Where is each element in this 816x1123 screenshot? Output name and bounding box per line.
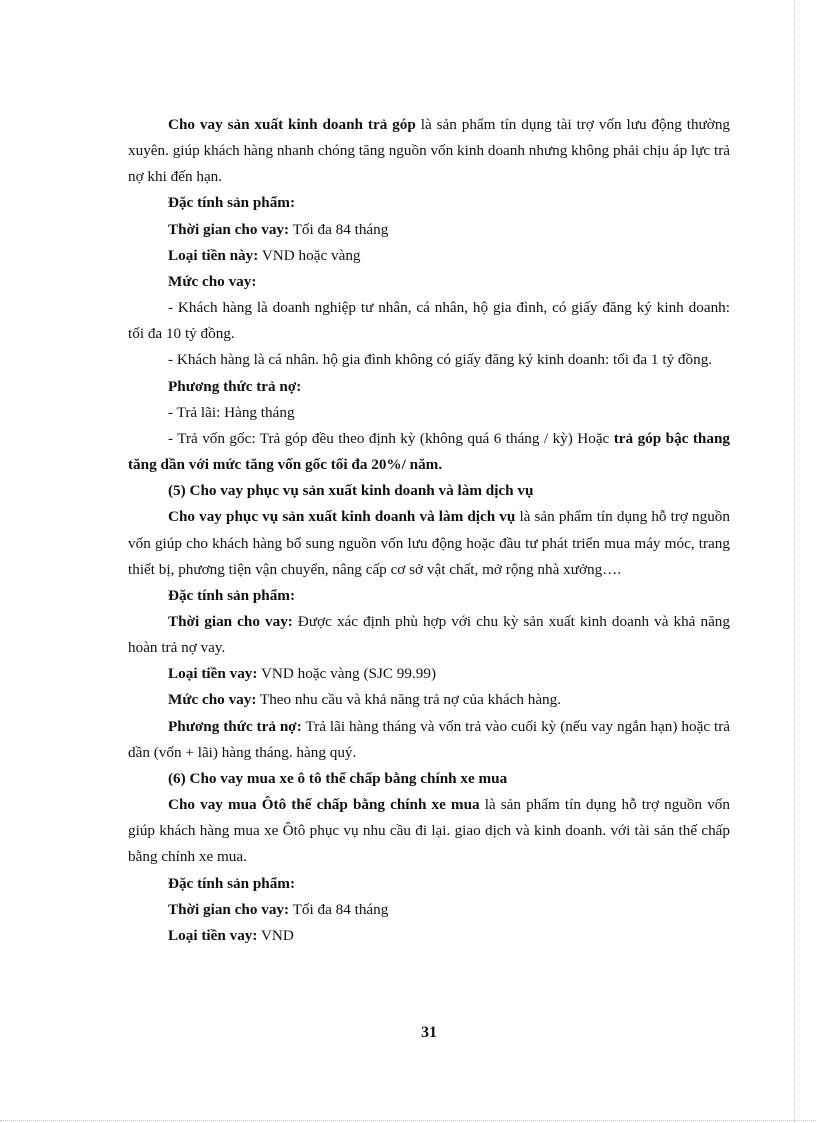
bold-text: Thời gian cho vay: <box>168 612 293 630</box>
bold-text: Cho vay sản xuất kinh doanh trả góp <box>168 116 416 133</box>
body-text: VND hoặc vàng (SJC 99.99) <box>257 665 437 683</box>
bold-text: Mức cho vay: <box>168 272 257 290</box>
body-text: là sản phẩm tín dụng tài trợ vốn lưu động thường xuyên. giúp khách hàng nhanh chóng tăng nguồn vốn kinh doanh nhưng không phải chịu áp lực trả nợ khi đến hạn. <box>128 116 731 186</box>
bold-text: Mức cho vay: <box>168 691 257 709</box>
paragraph <box>128 347 730 373</box>
paragraph <box>128 714 730 766</box>
paragraph <box>128 583 730 609</box>
paragraph <box>128 426 730 478</box>
paragraph <box>128 374 730 400</box>
page-body <box>128 112 730 949</box>
paragraph <box>128 871 730 897</box>
body-text: Trả lãi hàng tháng và vốn trả vào cuối kỳ (nếu vay ngắn hạn) hoặc trả dần (vốn + lãi) hàng tháng. hàng quý. <box>128 717 731 761</box>
paragraph <box>128 609 730 661</box>
bold-text: (5) Cho vay phục vụ sản xuất kinh doanh và làm dịch vụ <box>168 482 534 500</box>
paragraph <box>128 400 730 426</box>
paragraph <box>128 269 730 295</box>
body-text: - Khách hàng là cá nhân. hộ gia đình không có giấy đăng ký kinh doanh: tối đa 1 tỷ đồng. <box>168 351 713 369</box>
page-number: 31 <box>421 1024 437 1041</box>
paragraph <box>128 295 730 347</box>
paragraph <box>128 661 730 687</box>
paragraph <box>128 792 730 870</box>
bold-text: Phương thức trả nợ: <box>168 717 302 735</box>
body-text: là sản phẩm tín dụng hỗ trợ nguồn vốn giúp khách hàng mua xe Ôtô phục vụ nhu cầu đi lại. giao dịch và kinh doanh. với tài sản thế chấp bằng chính xe mua. <box>128 796 730 866</box>
paragraph <box>128 217 730 243</box>
paragraph <box>128 687 730 713</box>
body-text: VND hoặc vàng <box>258 246 361 264</box>
body-text: - Khách hàng là doanh nghiệp tư nhân, cá nhân, hộ gia đình, có giấy đăng ký kinh doanh: tối đa 10 tỷ đồng. <box>128 299 730 343</box>
paragraph <box>128 112 730 190</box>
bold-text: Cho vay mua Ôtô thế chấp bằng chính xe mua <box>168 796 480 814</box>
body-text: Theo nhu cầu và khả năng trả nợ của khách hàng. <box>256 691 562 709</box>
bold-text: Đặc tính sản phẩm: <box>168 586 296 604</box>
bold-text: Phương thức trả nợ: <box>168 377 302 395</box>
body-text: Tối đa 84 tháng <box>289 900 389 918</box>
bold-text: Loại tiền vay: <box>168 665 258 683</box>
paragraph <box>128 504 730 582</box>
margin-guide-bottom <box>0 1120 816 1121</box>
paragraph <box>128 766 730 792</box>
bold-text: Thời gian cho vay: <box>168 220 290 238</box>
paragraph <box>128 478 730 504</box>
bold-text: Đặc tính sản phẩm: <box>168 194 296 212</box>
body-text: Tối đa 84 tháng <box>289 220 389 238</box>
paragraph <box>128 897 730 923</box>
body-text: - Trả vốn gốc: Trả góp đều theo định kỳ (không quá 6 tháng / kỳ) Hoặc <box>168 429 614 447</box>
paragraph <box>128 923 730 949</box>
body-text: là sản phẩm tín dụng hỗ trợ nguồn vốn giúp cho khách hàng bổ sung nguồn vốn lưu động hoặc đầu tư phát triển mua máy móc, trang thiết bị, phương tiện vận chuyển, nâng cấp cơ sở vật chất, mở rộng nhà xưởng…. <box>128 508 730 578</box>
bold-text: Loại tiền này: <box>168 246 259 264</box>
paragraph <box>128 243 730 269</box>
bold-text: (6) Cho vay mua xe ô tô thế chấp bằng chính xe mua <box>168 769 508 787</box>
body-text: Được xác định phù hợp với chu kỳ sản xuất kinh doanh và khả năng hoàn trả nợ vay. <box>128 612 730 657</box>
bold-text: Đặc tính sản phẩm: <box>168 874 296 892</box>
bold-text: trả góp bậc thang tăng dần với mức tăng vốn gốc tối đa 20%/ năm. <box>128 429 730 474</box>
body-text: VND <box>257 926 294 944</box>
bold-text: Loại tiền vay: <box>168 926 258 944</box>
margin-guide-right <box>794 0 795 1123</box>
paragraph <box>128 190 730 216</box>
bold-text: Thời gian cho vay: <box>168 900 290 918</box>
body-text: - Trả lãi: Hàng tháng <box>168 403 295 421</box>
bold-text: Cho vay phục vụ sản xuất kinh doanh và làm dịch vụ <box>168 508 516 526</box>
